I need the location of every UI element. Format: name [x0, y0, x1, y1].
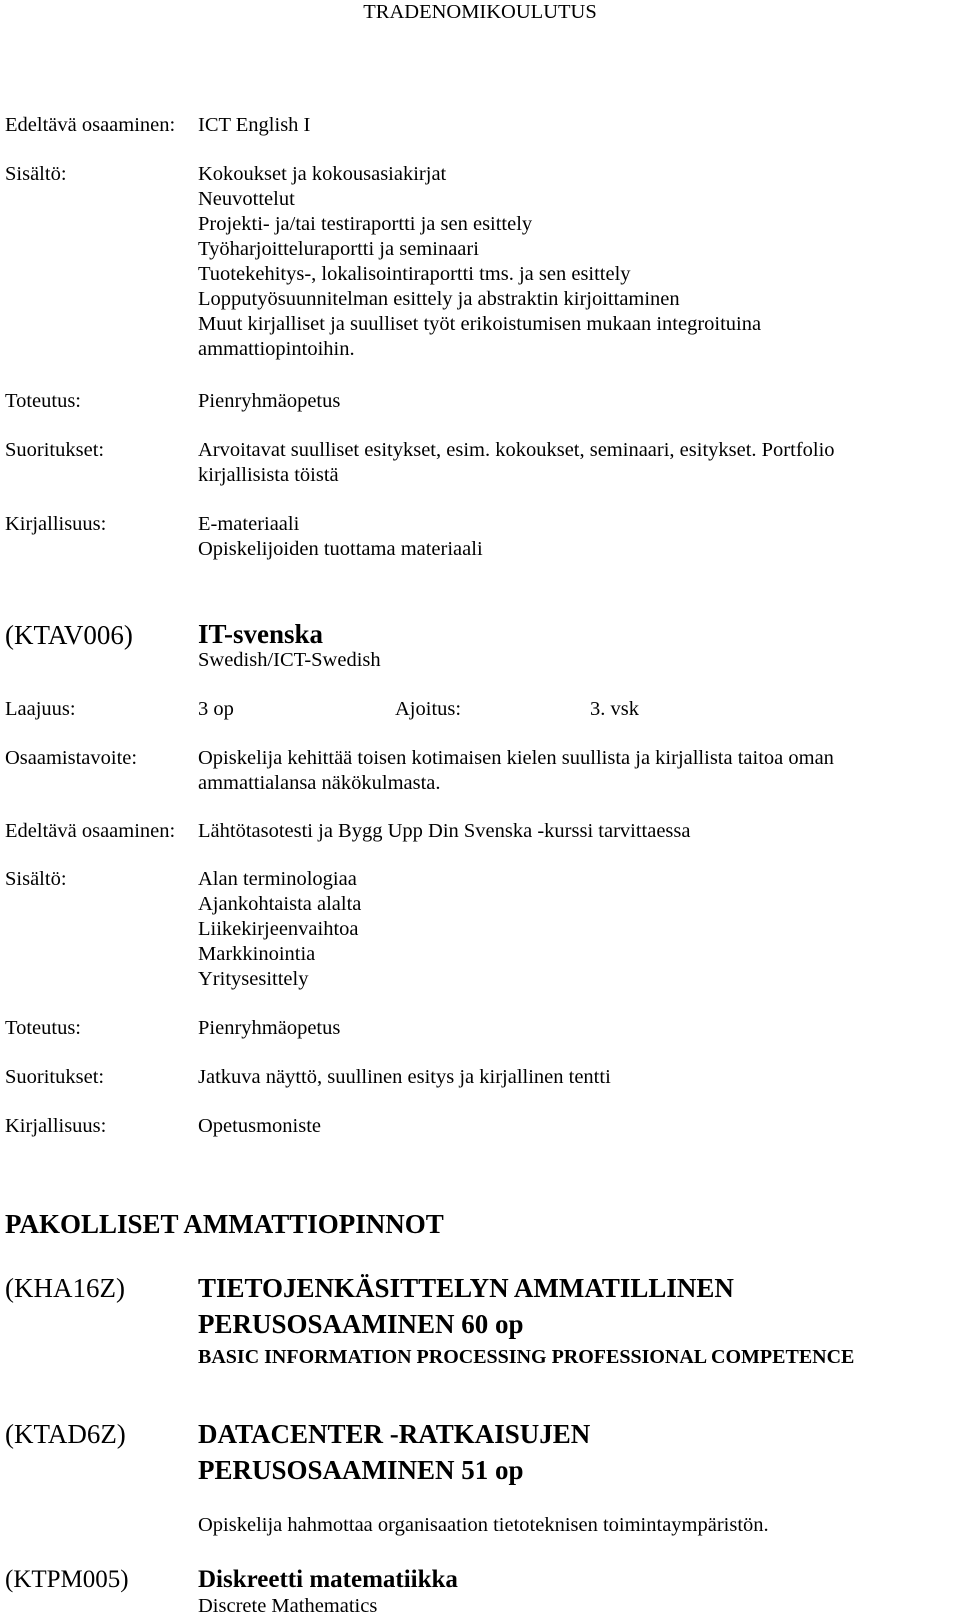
- implementation-value: Pienryhmäopetus: [198, 1017, 341, 1039]
- module-code: (KHA16Z): [5, 1273, 125, 1303]
- content-line: Lopputyösuunnitelman esittely ja abstraktin kirjoittaminen: [198, 288, 680, 310]
- page-header: TRADENOMIKOULUTUS: [363, 1, 597, 23]
- content-line: Markkinointia: [198, 943, 316, 965]
- implementation-label: Toteutus:: [5, 390, 82, 412]
- implementation-value: Pienryhmäopetus: [198, 390, 341, 412]
- performance-text: [198, 438, 835, 488]
- content-line: Tuotekehitys-, lokalisointiraportti tms. ja sen esittely: [198, 263, 631, 285]
- goal-line: ammattialansa näkökulmasta.: [198, 772, 441, 794]
- literature-line: E-materiaali: [198, 513, 300, 535]
- content-list: [198, 162, 761, 362]
- content-line: Yritysesittely: [198, 968, 309, 990]
- literature-label: Kirjallisuus:: [5, 1115, 107, 1137]
- content-label: Sisältö:: [5, 163, 67, 185]
- content-line: Alan terminologiaa: [198, 868, 357, 890]
- module-title-line: PERUSOSAAMINEN 60 op: [198, 1309, 524, 1339]
- goal-text: [198, 746, 834, 796]
- content-line: Ajankohtaista alalta: [198, 893, 362, 915]
- module-subtitle: BASIC INFORMATION PROCESSING PROFESSIONAL COMPETENCE: [198, 1346, 855, 1368]
- timing-label: Ajoitus:: [395, 698, 462, 720]
- module-title-line: PERUSOSAAMINEN 51 op: [198, 1455, 524, 1485]
- course-subtitle: Discrete Mathematics: [198, 1595, 378, 1617]
- course-title: Diskreetti matematiikka: [198, 1566, 458, 1593]
- literature-value: Opetusmoniste: [198, 1115, 321, 1137]
- course-title: IT-svenska: [198, 619, 324, 649]
- performance-label: Suoritukset:: [5, 439, 105, 461]
- literature-label: Kirjallisuus:: [5, 513, 107, 535]
- performance-line: kirjallisista töistä: [198, 464, 339, 486]
- literature-line: Opiskelijoiden tuottama materiaali: [198, 538, 483, 560]
- section-title: PAKOLLISET AMMATTIOPINNOT: [5, 1209, 444, 1239]
- prereq-value: ICT English I: [198, 114, 311, 136]
- module-code: (KTAD6Z): [5, 1419, 126, 1449]
- scope-value: 3 op: [198, 698, 234, 720]
- content-line: Työharjoitteluraportti ja seminaari: [198, 238, 479, 260]
- goal-label: Osaamistavoite:: [5, 747, 138, 769]
- content-line: Neuvottelut: [198, 188, 295, 210]
- prereq-label: Edeltävä osaaminen:: [5, 820, 176, 842]
- content-list: [198, 867, 361, 992]
- content-line: Muut kirjalliset ja suulliset työt erikoistumisen mukaan integroituina: [198, 313, 762, 335]
- content-line: Liikekirjeenvaihtoa: [198, 918, 359, 940]
- implementation-label: Toteutus:: [5, 1017, 82, 1039]
- literature-list: [198, 512, 483, 562]
- performance-value: Jatkuva näyttö, suullinen esitys ja kirjallinen tentti: [198, 1066, 611, 1088]
- course-code: (KTAV006): [5, 620, 133, 650]
- prereq-label: Edeltävä osaaminen:: [5, 114, 176, 136]
- course-subtitle: Swedish/ICT-Swedish: [198, 649, 381, 671]
- timing-value: 3. vsk: [590, 698, 639, 720]
- content-line: Kokoukset ja kokousasiakirjat: [198, 163, 447, 185]
- content-label: Sisältö:: [5, 868, 67, 890]
- module-title-line: TIETOJENKÄSITTELYN AMMATILLINEN: [198, 1273, 734, 1303]
- course-code: (KTPM005): [5, 1566, 129, 1593]
- content-line: Projekti- ja/tai testiraportti ja sen esittely: [198, 213, 533, 235]
- performance-line: Arvoitavat suulliset esitykset, esim. kokoukset, seminaari, esitykset. Portfolio: [198, 439, 835, 461]
- performance-label: Suoritukset:: [5, 1066, 105, 1088]
- module-title-line: DATACENTER -RATKAISUJEN: [198, 1419, 591, 1449]
- prereq-value: Lähtötasotesti ja Bygg Upp Din Svenska -kurssi tarvittaessa: [198, 820, 691, 842]
- content-line: ammattiopintoihin.: [198, 338, 355, 360]
- goal-line: Opiskelija kehittää toisen kotimaisen kielen suullista ja kirjallista taitoa oman: [198, 747, 834, 769]
- module-description: Opiskelija hahmottaa organisaation tietoteknisen toimintaympäristön.: [198, 1514, 769, 1536]
- scope-label: Laajuus:: [5, 698, 76, 720]
